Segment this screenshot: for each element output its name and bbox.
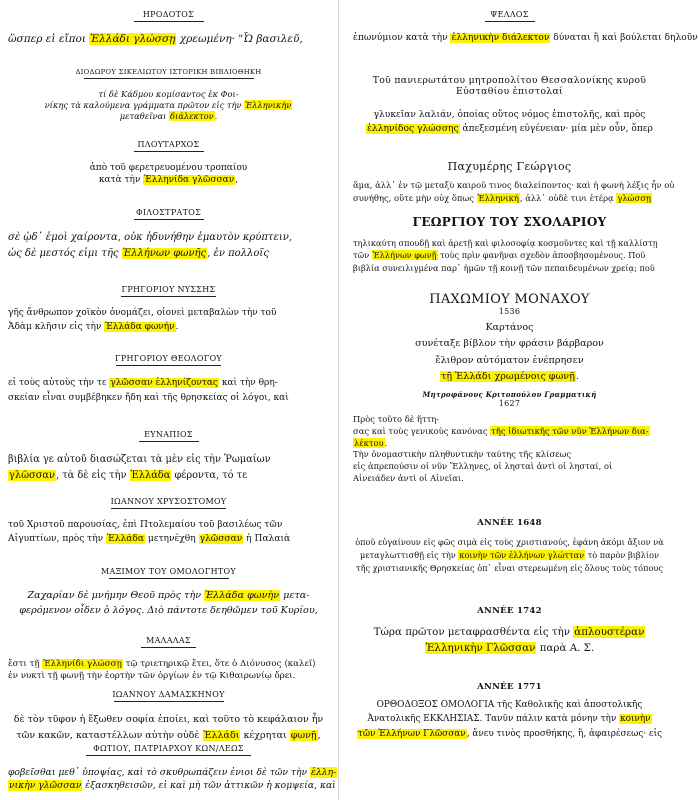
text-line — [8, 391, 329, 406]
text-run: παρὰ Α. Σ. — [536, 642, 595, 655]
text-run: ΟΡΘΟΔΟΞΟΣ ΟΜΟΛΟΓΙΑ τῆς Καθολικῆς καὶ ἀποστολικῆς — [376, 700, 643, 710]
text-run: τί δὲ Κάδμου κομίσαντος ἐκ Φοι- — [98, 89, 239, 99]
text-line — [8, 230, 329, 246]
text-run: . — [214, 111, 218, 122]
highlighted-phrase: Ἑλλάδι — [203, 729, 240, 741]
highlighted-phrase: Ἑλλάδα — [130, 469, 171, 481]
section-scholarios — [345, 215, 674, 274]
text-run: σκείαν εἶναι συμβέβηκεν ἤδη καὶ τῆς θρησκείας οἱ λόγοι, καὶ — [8, 393, 289, 404]
text-run: ἐπωνύμιον κατὰ τὴν — [353, 33, 451, 43]
highlighted-phrase: γλῶσσαν — [199, 533, 243, 544]
text-run: τῶν κακῶν, καταστέλλων αὐτὴν οὐδὲ — [16, 729, 203, 741]
section-text — [345, 237, 674, 274]
text-run: ἅμα, ἀλλ᾽ ἐν τῷ μεταξὺ καιροῦ τινος διαλείποντος· καὶ ἡ φωνὴ λέξις ἦν οὐ — [353, 180, 675, 190]
text-run: εἰ τοὺς αὐτοὺς τὴν τε — [8, 378, 110, 388]
section-diodorus — [0, 68, 337, 123]
section-nyssa — [0, 285, 337, 334]
text-line — [8, 89, 329, 100]
header-rule — [485, 21, 535, 22]
text-run: , τὰ δὲ εἰς τὴν — [56, 469, 130, 481]
header-rule — [114, 701, 224, 702]
section-header: ΔΙΟΔΩΡΟΥ ΣΙΚΕΛΙΩΤΟΥ ΙΣΤΟΡΙΚΗ ΒΙΒΛΙΟΘΗΚΗ — [75, 68, 262, 76]
text-line — [353, 698, 666, 712]
highlighted-phrase: γλώσσῃ — [617, 192, 651, 203]
text-line — [353, 640, 666, 656]
section-text — [0, 162, 337, 186]
highlighted-phrase: ἑλλη- — [311, 767, 337, 778]
text-line — [8, 670, 329, 682]
highlighted-phrase: λέκτου — [354, 437, 384, 448]
section-header: ΦΩΤΙΟΥ, ΠΑΤΡΙΑΡΧΟΥ ΚΩΝ/ΛΕΩΣ — [93, 744, 244, 753]
section-header: ΙΩΑΝΝΟΥ ΧΡΥΣΟΣΤΟΜΟΥ — [110, 497, 227, 506]
section-text — [345, 320, 674, 385]
text-run: γῆς ἄνθρωπον χοϊκὸν ὀνομάζει, οἱονεὶ μεταβαλὼν τὴν τοῦ — [8, 308, 277, 318]
section-theologus — [0, 354, 337, 407]
section-malalas — [0, 636, 337, 682]
section-text — [0, 519, 337, 546]
text-line — [8, 468, 329, 484]
text-run: τῆς χριστιανικῆς Θρησκείας ὁπ᾽ εἶναι στερεωμένη εἰς ὅλους τοὺς τόπους — [356, 563, 663, 574]
text-line — [8, 376, 329, 391]
section-plutarch — [0, 140, 337, 186]
text-run: ὡς δὲ μεστός εἰμι τῆς — [8, 248, 122, 259]
text-run: Πρὸς τοῦτο δὲ ἥττη- — [353, 414, 440, 424]
highlighted-phrase: φωνῇ — [290, 729, 317, 741]
text-run: δύναται ἢ καὶ βούλεται δηλοῦν — [550, 33, 698, 43]
section-header: ΗΡΟΔΟΤΟΣ — [142, 10, 195, 19]
text-run: Αἰνειάδεν ἀντὶ οἱ Αἰνεῖαι. — [353, 472, 464, 483]
section-annee1771 — [345, 682, 674, 741]
section-header: ΠΑΧΩΜΙΟΥ ΜΟΝΑΧΟΥ — [429, 292, 590, 307]
section-year: 1627 — [498, 399, 521, 408]
section-pachymeres — [345, 160, 674, 204]
text-run: τῷ τριετηρικῷ ἔτει, ὅτε ὁ Διόνυσος ⟨καλεῖ⟩ — [122, 659, 316, 669]
text-run: , ἄνευ τινὸς προσθήκης, ἢ, ἀφαιρέσεως· εἰς — [466, 728, 663, 739]
section-text — [0, 230, 337, 262]
text-run: ἀπεξεσμένη εὐγένειαν· μία μὲν οὖν, ὅπερ — [459, 123, 653, 134]
section-text — [0, 452, 337, 483]
section-header: ΜΑΞΙΜΟΥ ΤΟΥ ΟΜΟΛΟΓΗΤΟΥ — [101, 567, 236, 576]
section-text — [345, 109, 674, 136]
text-run: τῶν — [353, 250, 372, 261]
section-chrysostom — [0, 497, 337, 546]
section-annee1742 — [345, 606, 674, 657]
text-run: ἡ Παλαιὰ — [243, 533, 291, 544]
text-run: μετα- — [280, 590, 310, 601]
text-line — [353, 109, 666, 123]
highlighted-phrase: διάλεκτον — [170, 111, 214, 122]
text-line — [8, 307, 329, 321]
text-line — [8, 162, 329, 174]
section-text — [345, 32, 698, 44]
highlighted-phrase: νικὴν γλῶσσαν — [9, 780, 82, 792]
text-run: γλυκεῖαν λαλιάν, ὁποίας οὔτος νόμος ἐπιστολῆς, καὶ πρὸς — [373, 110, 646, 120]
text-line — [8, 452, 329, 468]
highlighted-phrase: Ἑλλήνων φωνῆς — [122, 248, 207, 259]
text-line — [8, 533, 329, 547]
highlighted-phrase: Ἑλληνικὴν Γλῶσσαν — [425, 642, 536, 655]
text-run: Τώρα πρῶτον μεταφρασθέντα εἰς τὴν — [373, 626, 574, 638]
text-run: κέχρηται — [240, 729, 290, 741]
text-run: , ἀλλ᾽ οὐδὲ τινι ἑτέρᾳ — [519, 192, 617, 203]
text-run: ἀπὸ τοῦ φερετρευομένου τροπαίου — [89, 163, 248, 173]
header-rule — [86, 755, 251, 756]
text-run: ἐν νυκτὶ τῇ φωνῇ τὴν ἑορτὴν τῶν ὀργίων ἐν τῷ Κιθαιρωνίῳ ὄρει. — [8, 671, 296, 682]
section-header: Τοῦ πανιερωτάτου μητροπολίτου Θεσσαλονίκης κυροῦ — [372, 75, 647, 86]
text-line — [353, 712, 666, 726]
text-run: μεταγλωττισθῇ εἰς τὴν — [360, 550, 459, 561]
text-line — [8, 766, 337, 779]
text-line — [353, 249, 666, 261]
section-pachomius — [345, 292, 674, 385]
text-run: . — [575, 370, 579, 382]
highlighted-phrase: Ἑλλάδα — [107, 533, 145, 544]
text-run: χρεωμένη· "Ὦ βασιλεῦ, — [176, 33, 303, 45]
text-run: εἰς ἀπρεπούσιν οἱ νῦν Ἕλληνες, οἱ λησταὶ ἀντὶ οἱ λησταί, οἱ — [353, 461, 613, 472]
section-header: ΦΙΛΟΣΤΡΑΤΟΣ — [135, 208, 202, 217]
section-header: ΠΛΟΥΤΑΡΧΟΣ — [137, 140, 200, 149]
text-run: Αἰγυπτίων, πρὸς τὴν — [8, 533, 107, 544]
text-line — [353, 123, 666, 137]
header-rule — [134, 219, 204, 220]
section-photius — [0, 744, 337, 793]
section-header: ANNÉE 1771 — [477, 682, 542, 692]
highlighted-phrase: τῇ Ἑλλάδι χρωμένοις φωνῇ — [441, 370, 575, 382]
section-header: ANNÉE 1742 — [477, 606, 542, 616]
text-run: καὶ τὴν θρη- — [218, 378, 278, 388]
text-run: φοβεῖσθαι μεθ᾽ ὑποψίας, καὶ τὸ σκυθρωπάζειν ἐνιοι δὲ τῶν τὴν — [8, 767, 311, 778]
highlighted-phrase: Ἑλλήνων φωνῇ — [372, 250, 437, 261]
text-line — [8, 712, 329, 728]
text-line — [8, 100, 329, 111]
section-header: ANNÉE 1648 — [477, 518, 542, 528]
text-run: σας καὶ τοὺς γενικοὺς κανόνας — [353, 425, 491, 436]
section-eustathius — [345, 75, 674, 136]
section-header: ΓΡΗΓΟΡΙΟΥ ΝΥΣΣΗΣ — [121, 285, 216, 294]
text-line — [353, 192, 666, 205]
text-line — [8, 111, 329, 122]
text-line — [8, 246, 329, 262]
section-text — [0, 89, 337, 123]
section-philostratus — [0, 208, 337, 262]
section-header: ΓΡΗΓΟΡΙΟΥ ΘΕΟΛΟΓΟΥ — [114, 354, 223, 363]
text-line — [353, 562, 666, 575]
section-text — [0, 712, 337, 743]
text-run: συνέταξε βίβλον τὴν φράσιν βάρβαρον — [415, 338, 604, 350]
text-run: φερόμενον οἶδεν ὁ λόγος. Διὸ πάντοτε δεηθῶμεν τοῦ Κυρίου, — [19, 604, 318, 616]
section-header: ΙΩΑΝΝΟΥ ΔΑΜΑΣΚΗΝΟΥ — [112, 690, 225, 699]
section-text — [0, 32, 337, 46]
text-run: δὲ τὸν τῦφον ἡ ἔξωθεν σοφία ἐποίει, καὶ τοῦτο τὸ κεφάλαιον ἦν — [13, 714, 324, 725]
text-run: , — [317, 729, 321, 741]
text-line — [353, 369, 666, 385]
highlighted-phrase: τῆς ἰδιωτικῆς τῶν νῦν Ἑλλήνων δια- — [491, 425, 649, 436]
section-psellos — [345, 10, 698, 44]
section-kritopoulos — [345, 390, 674, 485]
text-run: κατὰ τὴν — [98, 175, 144, 186]
highlighted-phrase: Ἑλλάδα φωνὴν — [205, 590, 280, 601]
text-run: βιβλία συνειλιγμένα παρ᾽ ἡμῶν τῇ κοινῇ τῶν πεπαιδευμένων χρείᾳ; ποῦ — [353, 262, 655, 273]
highlighted-phrase: γλῶσσαν — [9, 469, 55, 481]
text-line — [353, 320, 666, 336]
section-header: ΓΕΩΡΓΙΟΥ ΤΟΥ ΣΧΟΛΑΡΙΟΥ — [412, 215, 607, 229]
header-rule — [134, 151, 204, 152]
text-line — [353, 624, 666, 640]
text-run: βιβλία γε αὐτοῦ διασώζεται τὰ μὲν εἰς τὴν Ῥωμαίων — [8, 454, 271, 465]
header-rule — [84, 78, 254, 79]
right-column — [345, 0, 698, 800]
text-run: νίκης τὰ καλούμενα γράμματα πρῶτον εἰς τὴν — [44, 100, 245, 111]
text-line — [353, 414, 666, 426]
highlighted-phrase: τῶν Ἑλλήνων Γλῶσσαν — [357, 728, 466, 739]
highlighted-phrase: ἁπλουστέραν — [574, 626, 645, 638]
highlighted-phrase: Ἑλληνίδα γλῶσσαν — [144, 175, 235, 186]
highlighted-phrase: Ἑλλάδι γλώσσῃ — [90, 33, 176, 45]
section-text — [0, 589, 337, 619]
section-text — [0, 376, 337, 407]
text-run: Ἀνατολικῆς ΕΚΚΛΗΣΙΑΣ. Τανῦν πάλιν κατὰ μόνην τὴν — [367, 714, 620, 725]
section-eugnapios — [0, 430, 337, 483]
section-damascenus — [0, 690, 337, 743]
text-line — [353, 727, 666, 741]
header-rule — [141, 647, 196, 648]
text-line — [353, 237, 666, 249]
text-run: φέροντα, τό τε — [171, 469, 248, 481]
text-run: τοῦ Χριστοῦ παρουσίας, ἐπὶ Πτολεμαίου τοῦ βασιλέως τῶν — [8, 520, 283, 530]
text-run: ἐξασκηθεισῶν, εἰ καὶ μὴ τῶν ἀττικῶν ἡ κομψεία, καὶ — [82, 780, 336, 792]
text-run: μεταθεῖναι — [119, 111, 169, 122]
highlighted-phrase: κοινὴν — [620, 714, 651, 725]
section-header: ΜΑΛΑΛΑΣ — [146, 636, 191, 645]
text-line — [8, 519, 329, 533]
text-run: , ἐν πολλοῖς — [207, 248, 269, 259]
text-line — [8, 174, 329, 186]
text-line — [8, 779, 336, 792]
text-line — [353, 426, 666, 438]
section-text — [0, 658, 337, 682]
section-text — [0, 307, 337, 334]
left-column — [0, 0, 337, 800]
text-line — [8, 32, 329, 46]
highlighted-phrase: ἑλληνικὴν διάλεκτον — [451, 33, 550, 43]
text-line — [353, 179, 675, 192]
section-header: ΨΕΛΛΟΣ — [490, 10, 529, 19]
section-text — [345, 414, 674, 485]
section-year: 1536 — [498, 307, 521, 316]
header-rule — [134, 21, 204, 22]
section-text — [345, 179, 674, 204]
text-run: Ζαχαρίαν δὲ μνήμην Θεοῦ πρὸς τὴν — [27, 590, 205, 601]
section-text — [345, 536, 674, 575]
text-run: τηλικαύτη σπουδῇ καὶ ἀρετῇ καὶ φιλοσοφίᾳ κοσμοῦντες καὶ τῇ καλλίστῃ — [353, 238, 658, 248]
text-run: μετηνέχθη — [145, 533, 199, 544]
text-line — [353, 438, 666, 450]
header-rule — [116, 365, 221, 366]
text-line — [353, 449, 666, 461]
text-line — [353, 32, 698, 44]
text-line — [8, 321, 329, 335]
header-rule — [121, 296, 216, 297]
section-text — [345, 698, 674, 741]
section-text — [345, 624, 674, 657]
header-rule — [139, 441, 199, 442]
text-run: σὲ ᾠδ᾽ ἐμοὶ χαίροντα, οὐκ ἠδυνήθην ἐμαυτὸν κρύπτειν, — [8, 232, 293, 243]
text-run: ἔλιθρον αὐτόματον ἐνέπρησεν — [435, 354, 584, 366]
text-run: τὸ παρὸν βιβλίον — [585, 550, 659, 561]
text-run: Τὴν ὀνομαστικὴν πληθυντικὴν ταύτης τῆς κλίσεως — [353, 449, 572, 460]
text-run: . — [384, 437, 388, 448]
section-text — [0, 766, 337, 793]
header-rule — [111, 508, 226, 509]
text-run: , — [235, 175, 239, 186]
text-line — [8, 728, 329, 744]
text-line — [353, 353, 666, 369]
text-run: Καρτάνος — [485, 322, 534, 333]
text-run: Ἀδὰμ κλῆσιν εἰς τὴν — [8, 321, 105, 332]
text-line — [8, 589, 329, 604]
section-header: Μητροφάνους Κριτοπούλου Γραμματική — [422, 390, 597, 399]
highlighted-phrase: κοινὴν τῶν ἑλλήνων γλώτταν — [459, 550, 585, 561]
text-run: τοὺς πρὶν φανῆναι σχεδὸν ἀποσβησομένους. Ποῦ — [437, 250, 646, 261]
text-line — [8, 658, 329, 670]
section-herodotus — [0, 10, 337, 46]
text-line — [8, 604, 329, 619]
text-line — [353, 549, 666, 562]
highlighted-phrase: ἑλληνίδος γλώσσης — [367, 123, 459, 134]
section-header: Παχυμέρης Γεώργιος — [447, 160, 572, 173]
highlighted-phrase: Ἑλληνική — [477, 192, 519, 203]
text-run: συνήθης, οὔτε μὴν οὐχ ὅπως — [353, 192, 477, 203]
section-annee1648 — [345, 518, 674, 575]
column-divider — [338, 0, 339, 800]
text-run: ὥσπερ εἰ εἴποι — [8, 33, 90, 45]
section-maximus — [0, 567, 337, 619]
text-line — [353, 262, 666, 274]
highlighted-phrase: Ἑλλάδα φωνήν — [105, 321, 175, 332]
text-line — [353, 536, 666, 549]
section-header: Εὐσταθίου ἐπιστολαί — [456, 86, 563, 97]
text-run: ἔστι τῇ — [8, 659, 43, 669]
highlighted-phrase: γλῶσσαν ἑλληνίζοντας — [110, 378, 218, 388]
text-line — [353, 461, 666, 473]
highlighted-phrase: Ἑλληνικὴν — [245, 100, 292, 111]
section-header: ΕΥΝΑΠΙΟΣ — [144, 430, 193, 439]
header-rule — [109, 578, 229, 579]
text-run: . — [175, 321, 179, 332]
text-line — [353, 336, 666, 352]
highlighted-phrase: Ἑλληνίδι γλώσσῃ — [43, 659, 122, 669]
text-line — [353, 473, 666, 485]
text-run: ὁποῦ εὐγαίνουν εἰς φῶς σιμὰ εἰς τοὺς χριστιανούς, ἐφάνη ἀκόμι ἄξιον νὰ — [355, 537, 664, 547]
